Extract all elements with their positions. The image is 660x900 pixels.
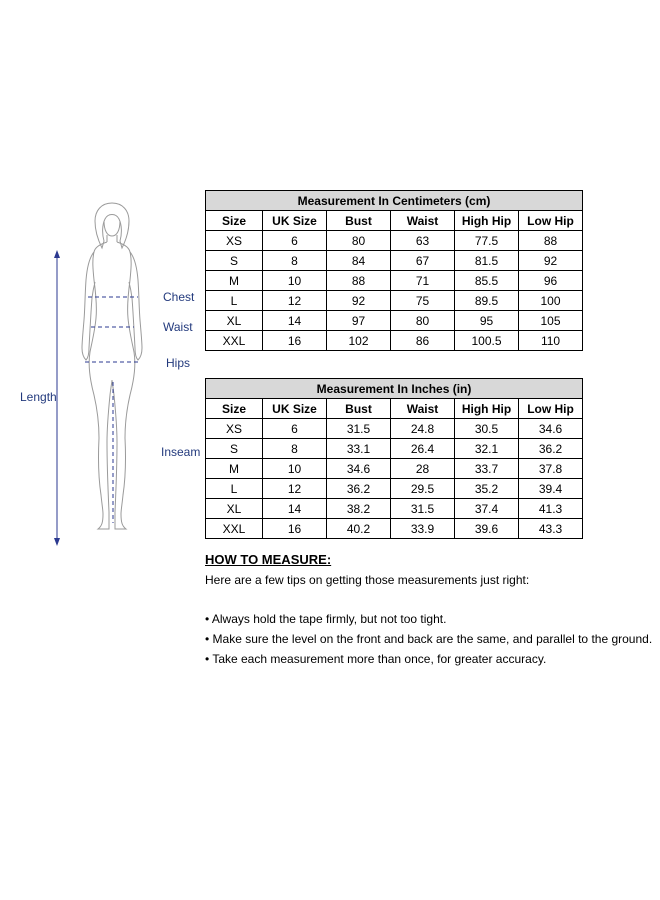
table-cell: 24.8 — [391, 419, 455, 439]
table-title: Measurement In Inches (in) — [206, 379, 583, 399]
table-cell: 12 — [263, 479, 327, 499]
body-figure-illustration — [50, 190, 200, 550]
table-title: Measurement In Centimeters (cm) — [206, 191, 583, 211]
size-row-xs — [206, 419, 583, 439]
table-cell: 92 — [327, 291, 391, 311]
table-cell: 75 — [391, 291, 455, 311]
table-cell: 14 — [263, 311, 327, 331]
table-cell: 36.2 — [519, 439, 583, 459]
table-cell: M — [206, 459, 263, 479]
table-cell: 6 — [263, 231, 327, 251]
table-cell: 31.5 — [327, 419, 391, 439]
table-cell: XXL — [206, 519, 263, 539]
measure-tip: • Always hold the tape firmly, but not too tight. — [205, 611, 660, 627]
table-cell: 89.5 — [455, 291, 519, 311]
table-cell: XL — [206, 499, 263, 519]
table-cell: 43.3 — [519, 519, 583, 539]
size-row-m — [206, 459, 583, 479]
body-outline — [82, 203, 142, 529]
table-cell: 6 — [263, 419, 327, 439]
table-cell: 8 — [263, 251, 327, 271]
table-body — [206, 419, 583, 539]
size-table-cm — [205, 190, 583, 351]
table-header-row — [206, 211, 583, 231]
column-header: UK Size — [263, 211, 327, 231]
figure-label-chest: Chest — [163, 290, 195, 304]
table-cell: 88 — [327, 271, 391, 291]
table-cell: XS — [206, 419, 263, 439]
table-cell: 14 — [263, 499, 327, 519]
table-cell: 10 — [263, 459, 327, 479]
table-cell: 34.6 — [327, 459, 391, 479]
column-header: UK Size — [263, 399, 327, 419]
table-cell: 92 — [519, 251, 583, 271]
table-cell: 100 — [519, 291, 583, 311]
how-to-measure-section — [205, 552, 660, 671]
table-cell: 88 — [519, 231, 583, 251]
figure-label-inseam: Inseam — [161, 445, 201, 459]
table-cell: S — [206, 439, 263, 459]
size-row-l — [206, 479, 583, 499]
table-cell: 36.2 — [327, 479, 391, 499]
column-header: Low Hip — [519, 211, 583, 231]
table-cell: M — [206, 271, 263, 291]
size-table-inches — [205, 378, 583, 539]
table-cell: 77.5 — [455, 231, 519, 251]
table-cell: 40.2 — [327, 519, 391, 539]
table-cell: 85.5 — [455, 271, 519, 291]
table-cell: 35.2 — [455, 479, 519, 499]
table-cell: 63 — [391, 231, 455, 251]
table-cell: 31.5 — [391, 499, 455, 519]
table-cell: 8 — [263, 439, 327, 459]
column-header: High Hip — [455, 211, 519, 231]
size-row-xl — [206, 311, 583, 331]
size-row-s — [206, 439, 583, 459]
table-cell: 67 — [391, 251, 455, 271]
table-cell: 84 — [327, 251, 391, 271]
table-cell: 30.5 — [455, 419, 519, 439]
figure-label-hips: Hips — [166, 356, 191, 370]
table-cell: 37.4 — [455, 499, 519, 519]
length-arrow-top — [54, 250, 60, 258]
table-cell: 100.5 — [455, 331, 519, 351]
size-row-xl — [206, 499, 583, 519]
measure-tips-list — [205, 611, 660, 667]
table-cell: 28 — [391, 459, 455, 479]
how-to-measure-title: HOW TO MEASURE: — [205, 552, 332, 567]
table-cell: 10 — [263, 271, 327, 291]
table-cell: 41.3 — [519, 499, 583, 519]
measure-tip: • Make sure the level on the front and back are the same, and parallel to the ground. — [205, 631, 660, 647]
table-cell: 37.8 — [519, 459, 583, 479]
table-cell: 80 — [327, 231, 391, 251]
table-cell: 16 — [263, 331, 327, 351]
table-cell: L — [206, 479, 263, 499]
table-cell: 12 — [263, 291, 327, 311]
size-row-m — [206, 271, 583, 291]
table-cell: 26.4 — [391, 439, 455, 459]
table-cell: 80 — [391, 311, 455, 331]
measurement-guide-lines — [54, 250, 140, 546]
table-title-row — [206, 379, 583, 399]
table-cell: 97 — [327, 311, 391, 331]
size-row-xxl — [206, 519, 583, 539]
length-arrow-bottom — [54, 538, 60, 546]
table-cell: 71 — [391, 271, 455, 291]
table-cell: 95 — [455, 311, 519, 331]
table-title-row — [206, 191, 583, 211]
size-row-l — [206, 291, 583, 311]
table-cell: XL — [206, 311, 263, 331]
column-header: Waist — [391, 211, 455, 231]
figure-label-waist: Waist — [163, 320, 193, 334]
column-header: Waist — [391, 399, 455, 419]
column-header: Size — [206, 399, 263, 419]
figure-label-length: Length — [20, 390, 57, 404]
measure-tip: • Take each measurement more than once, for greater accuracy. — [205, 651, 660, 667]
table-cell: 33.1 — [327, 439, 391, 459]
table-cell: 34.6 — [519, 419, 583, 439]
table-cell: XS — [206, 231, 263, 251]
column-header: Bust — [327, 211, 391, 231]
table-body — [206, 231, 583, 351]
table-cell: 110 — [519, 331, 583, 351]
column-header: Low Hip — [519, 399, 583, 419]
table-cell: 102 — [327, 331, 391, 351]
column-header: Bust — [327, 399, 391, 419]
table-cell: 86 — [391, 331, 455, 351]
how-to-measure-intro: Here are a few tips on getting those measurements just right: — [205, 573, 530, 587]
column-header: High Hip — [455, 399, 519, 419]
table-cell: 39.4 — [519, 479, 583, 499]
table-cell: 105 — [519, 311, 583, 331]
table-cell: 29.5 — [391, 479, 455, 499]
size-row-xxl — [206, 331, 583, 351]
table-cell: 33.7 — [455, 459, 519, 479]
table-cell: 39.6 — [455, 519, 519, 539]
table-cell: L — [206, 291, 263, 311]
column-header: Size — [206, 211, 263, 231]
size-row-xs — [206, 231, 583, 251]
size-row-s — [206, 251, 583, 271]
table-cell: 33.9 — [391, 519, 455, 539]
table-cell: 38.2 — [327, 499, 391, 519]
table-cell: 32.1 — [455, 439, 519, 459]
table-header-row — [206, 399, 583, 419]
table-cell: 96 — [519, 271, 583, 291]
table-cell: S — [206, 251, 263, 271]
table-cell: XXL — [206, 331, 263, 351]
table-cell: 16 — [263, 519, 327, 539]
table-cell: 81.5 — [455, 251, 519, 271]
